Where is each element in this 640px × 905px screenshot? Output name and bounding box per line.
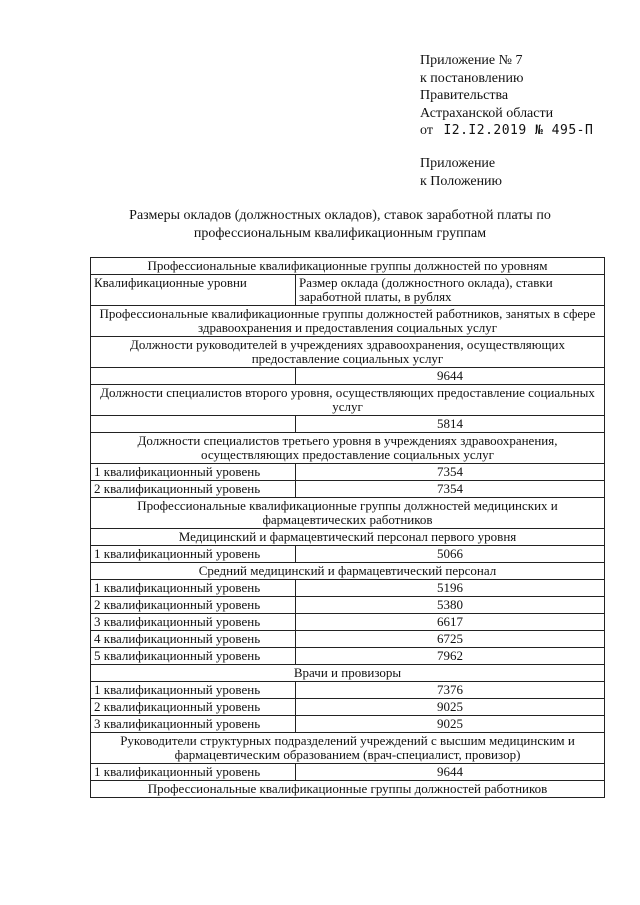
- table-subgroup-title: Врачи и провизоры: [91, 665, 605, 682]
- salary-value: 7354: [296, 481, 605, 498]
- qualification-level: 3 квалификационный уровень: [91, 716, 296, 733]
- appendix-header: [420, 52, 593, 140]
- salary-value: 9025: [296, 716, 605, 733]
- salary-value: 5380: [296, 597, 605, 614]
- table-row: [91, 631, 605, 648]
- qualification-level: 1 квалификационный уровень: [91, 580, 296, 597]
- date-handwritten: I2.I2.2019 № 495-П: [443, 123, 594, 138]
- table-group-title: Профессиональные квалификационные группы должностей медицинских и фармацевтических работников: [91, 498, 605, 529]
- appendix-ref-1: к постановлению: [420, 70, 524, 86]
- table-subgroup-row: [91, 733, 605, 764]
- table-group-row: [91, 781, 605, 798]
- table-subgroup-title: Медицинский и фармацевтический персонал первого уровня: [91, 529, 605, 546]
- table-subgroup-row: [91, 433, 605, 464]
- salary-table-body: [91, 258, 605, 798]
- table-group-row: [91, 306, 605, 337]
- document-title-line-2: профессиональным квалификационным группам: [193, 226, 487, 241]
- table-row: [91, 546, 605, 563]
- table-top-header-row: [91, 258, 605, 275]
- table-group-row: [91, 498, 605, 529]
- table-row: [91, 597, 605, 614]
- table-subgroup-row: [91, 563, 605, 580]
- table-subgroup-row: [91, 385, 605, 416]
- table-subgroup-row: [91, 529, 605, 546]
- qualification-level: 5 квалификационный уровень: [91, 648, 296, 665]
- table-row: [91, 699, 605, 716]
- qualification-level: 1 квалификационный уровень: [91, 546, 296, 563]
- qualification-level: 2 квалификационный уровень: [91, 597, 296, 614]
- table-row: [91, 464, 605, 481]
- appendix-number: Приложение № 7: [420, 53, 523, 68]
- sub-appendix-line-1: Приложение: [420, 156, 496, 171]
- table-row: [91, 416, 605, 433]
- appendix-ref-2: Правительства: [420, 88, 509, 103]
- salary-value: 5814: [296, 416, 605, 433]
- qualification-level: 1 квалификационный уровень: [91, 464, 296, 481]
- document-title: [90, 207, 590, 243]
- date-prefix: от: [420, 123, 433, 138]
- salary-value: 5066: [296, 546, 605, 563]
- document-title-line-1: Размеры окладов (должностных окладов), ставок заработной платы по: [129, 208, 551, 223]
- salary-table: [90, 257, 605, 798]
- table-group-title: Профессиональные квалификационные группы должностей работников, занятых в сфере здравоохранения и предоставления социальных услуг: [91, 306, 605, 337]
- table-row: [91, 368, 605, 385]
- appendix-date-line: [420, 122, 593, 140]
- salary-value: 6617: [296, 614, 605, 631]
- qualification-level: 2 квалификационный уровень: [91, 699, 296, 716]
- qualification-level: 1 квалификационный уровень: [91, 764, 296, 781]
- salary-value: 9644: [296, 764, 605, 781]
- table-row: [91, 580, 605, 597]
- table-row: [91, 614, 605, 631]
- table-top-header: Профессиональные квалификационные группы должностей по уровням: [91, 258, 605, 275]
- salary-value: 7354: [296, 464, 605, 481]
- table-group-title: Профессиональные квалификационные группы должностей работников: [91, 781, 605, 798]
- qualification-level: 2 квалификационный уровень: [91, 481, 296, 498]
- column-header-levels: Квалификационные уровни: [91, 275, 296, 306]
- qualification-level: 3 квалификационный уровень: [91, 614, 296, 631]
- sub-appendix-line-2: к Положению: [420, 174, 503, 189]
- table-row: [91, 764, 605, 781]
- qualification-level: [91, 368, 296, 385]
- salary-value: 5196: [296, 580, 605, 597]
- table-subgroup-row: [91, 665, 605, 682]
- table-subgroup-title: Должности руководителей в учреждениях здравоохранения, осуществляющих предоставление социальных услуг: [91, 337, 605, 368]
- table-row: [91, 648, 605, 665]
- appendix-ref-3: Астраханской области: [420, 105, 554, 121]
- table-subgroup-title: Должности специалистов второго уровня, осуществляющих предоставление социальных услуг: [91, 385, 605, 416]
- sub-appendix-header: [420, 155, 502, 191]
- qualification-level: [91, 416, 296, 433]
- qualification-level: 4 квалификационный уровень: [91, 631, 296, 648]
- table-subgroup-row: [91, 337, 605, 368]
- table-subgroup-title: Руководители структурных подразделений учреждений с высшим медицинским и фармацевтическим образованием (врач-специалист, провизор): [91, 733, 605, 764]
- table-row: [91, 682, 605, 699]
- table-row: [91, 481, 605, 498]
- salary-value: 9644: [296, 368, 605, 385]
- table-subgroup-title: Средний медицинский и фармацевтический персонал: [91, 563, 605, 580]
- salary-value: 7962: [296, 648, 605, 665]
- table-column-header-row: [91, 275, 605, 306]
- salary-value: 6725: [296, 631, 605, 648]
- salary-value: 9025: [296, 699, 605, 716]
- table-subgroup-title: Должности специалистов третьего уровня в учреждениях здравоохранения, осуществляющих предоставление социальных услуг: [91, 433, 605, 464]
- column-header-salary: Размер оклада (должностного оклада), ставки заработной платы, в рублях: [296, 275, 605, 306]
- qualification-level: 1 квалификационный уровень: [91, 682, 296, 699]
- salary-value: 7376: [296, 682, 605, 699]
- table-row: [91, 716, 605, 733]
